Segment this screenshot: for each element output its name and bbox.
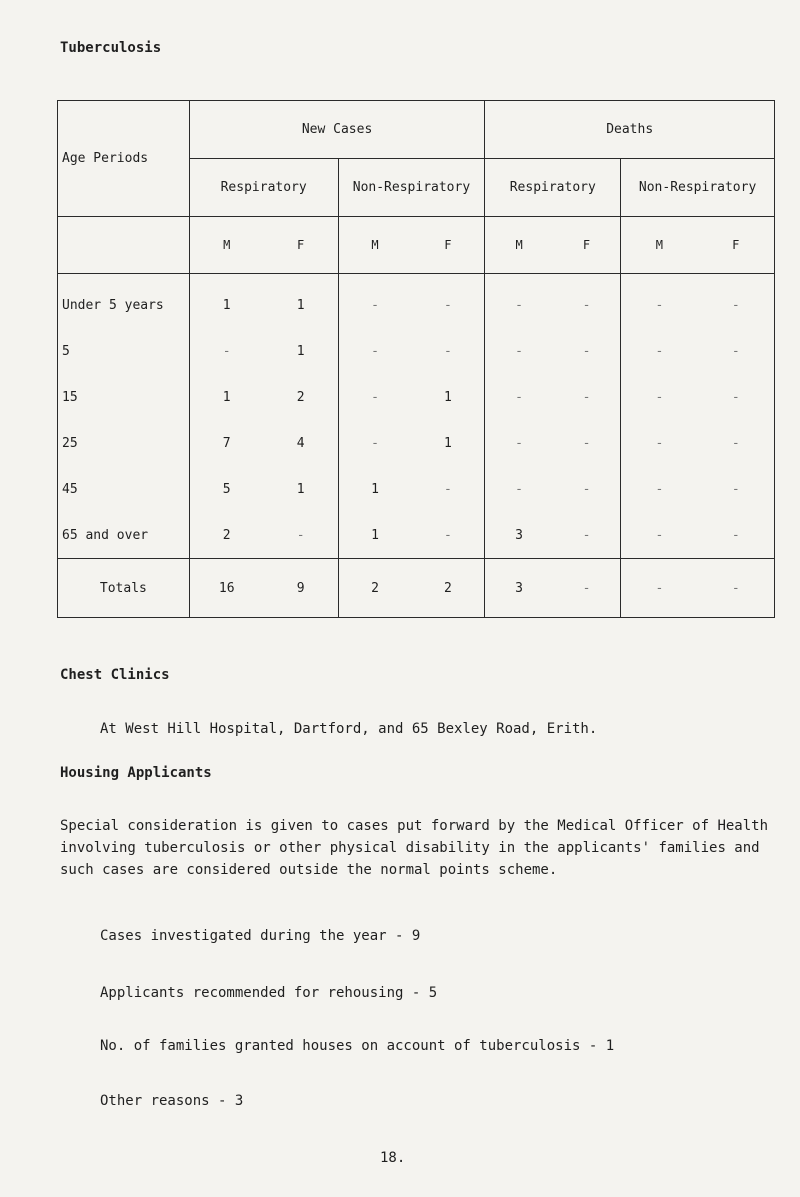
cell-value: - [655, 389, 664, 405]
total-value: - [655, 580, 664, 596]
cell-value: - [371, 389, 379, 405]
sex-m: M [515, 238, 523, 252]
age-period-label: 15 [58, 374, 190, 420]
sex-m: M [371, 238, 379, 252]
totals-label: Totals [58, 559, 190, 618]
cell-value: - [371, 435, 379, 451]
cell-value: - [444, 297, 452, 313]
total-value: - [731, 580, 740, 596]
housing-stat: Cases investigated during the year - 9 [100, 928, 421, 944]
total-value: 3 [515, 580, 523, 596]
housing-applicants-heading: Housing Applicants [60, 765, 212, 781]
cell-value: 2 [222, 527, 231, 543]
cell-value: - [582, 389, 591, 405]
cell-value: - [731, 389, 740, 405]
cell-value: 4 [296, 435, 305, 451]
cell-value: - [582, 435, 591, 451]
total-value: - [582, 580, 591, 596]
table-row [58, 328, 775, 374]
total-value: 2 [371, 580, 379, 596]
cell-value: - [655, 527, 664, 543]
sex-f: F [582, 238, 591, 252]
subheader-nonrespiratory-new: Non-Respiratory [338, 159, 485, 217]
cell-value: 1 [222, 389, 231, 405]
age-period-label: Under 5 years [58, 274, 190, 329]
sex-f: F [444, 238, 452, 252]
tuberculosis-table [57, 100, 775, 618]
table-row [58, 374, 775, 420]
cell-value: - [731, 435, 740, 451]
cell-value: 1 [444, 435, 452, 451]
cell-value: 5 [222, 481, 231, 497]
chest-clinics-text: At West Hill Hospital, Dartford, and 65 Bexley Road, Erith. [100, 721, 598, 737]
cell-value: 1 [222, 297, 231, 313]
cell-value: 2 [296, 389, 305, 405]
cell-value: - [296, 527, 305, 543]
cell-value: 1 [296, 297, 305, 313]
chest-clinics-heading: Chest Clinics [60, 667, 170, 683]
cell-value: 1 [371, 527, 379, 543]
cell-value: 7 [222, 435, 231, 451]
cell-value: - [655, 481, 664, 497]
sex-f: F [297, 238, 305, 252]
cell-value: - [515, 343, 523, 359]
age-period-label: 25 [58, 420, 190, 466]
cell-value: - [655, 343, 664, 359]
cell-value: - [731, 297, 740, 313]
age-period-label: 45 [58, 466, 190, 512]
subheader-respiratory-deaths: Respiratory [485, 159, 621, 217]
deaths-header: Deaths [485, 101, 775, 159]
cell-value: - [582, 481, 591, 497]
housing-applicants-text: Special consideration is given to cases put forward by the Medical Officer of Health involving tuberculosis or other physical disability in the applicants' families and such cases are considered outside the normal points scheme. [60, 818, 769, 878]
cell-value: - [582, 527, 591, 543]
subheader-nonrespiratory-deaths: Non-Respiratory [621, 159, 775, 217]
age-periods-header: Age Periods [58, 101, 190, 217]
total-value: 2 [444, 580, 452, 596]
total-value: 16 [218, 580, 235, 596]
cell-value: - [731, 481, 740, 497]
cell-value: - [655, 297, 664, 313]
table-row [58, 466, 775, 512]
cell-value: 1 [444, 389, 452, 405]
cell-value: 3 [515, 527, 523, 543]
cell-value: - [515, 297, 523, 313]
cell-value: - [582, 343, 591, 359]
cell-value: - [731, 343, 740, 359]
cell-value: - [444, 343, 452, 359]
cell-value: 1 [296, 481, 305, 497]
sex-row-spacer [58, 217, 190, 274]
cell-value: - [582, 297, 591, 313]
page-title: Tuberculosis [60, 40, 162, 56]
cell-value: - [515, 389, 523, 405]
cell-value: - [371, 297, 379, 313]
cell-value: - [222, 343, 231, 359]
housing-stat: Applicants recommended for rehousing - 5 [100, 985, 438, 1001]
cell-value: - [655, 435, 664, 451]
sex-f: F [732, 238, 740, 252]
cell-value: - [515, 481, 523, 497]
housing-stat: Other reasons - 3 [100, 1093, 244, 1109]
table-row [58, 274, 775, 329]
cell-value: - [371, 343, 379, 359]
sex-m: M [223, 238, 231, 252]
cell-value: - [444, 527, 452, 543]
cell-value: - [515, 435, 523, 451]
age-period-label: 65 and over [58, 512, 190, 559]
total-value: 9 [296, 580, 305, 596]
cell-value: 1 [296, 343, 305, 359]
housing-stat: No. of families granted houses on account of tuberculosis - 1 [100, 1038, 615, 1054]
subheader-respiratory-new: Respiratory [189, 159, 338, 217]
table-row [58, 420, 775, 466]
sex-m: M [655, 238, 663, 252]
page-number: 18. [380, 1150, 406, 1166]
table-row [58, 512, 775, 559]
cell-value: - [444, 481, 452, 497]
new-cases-header: New Cases [189, 101, 485, 159]
cell-value: - [731, 527, 740, 543]
cell-value: 1 [371, 481, 379, 497]
age-period-label: 5 [58, 328, 190, 374]
